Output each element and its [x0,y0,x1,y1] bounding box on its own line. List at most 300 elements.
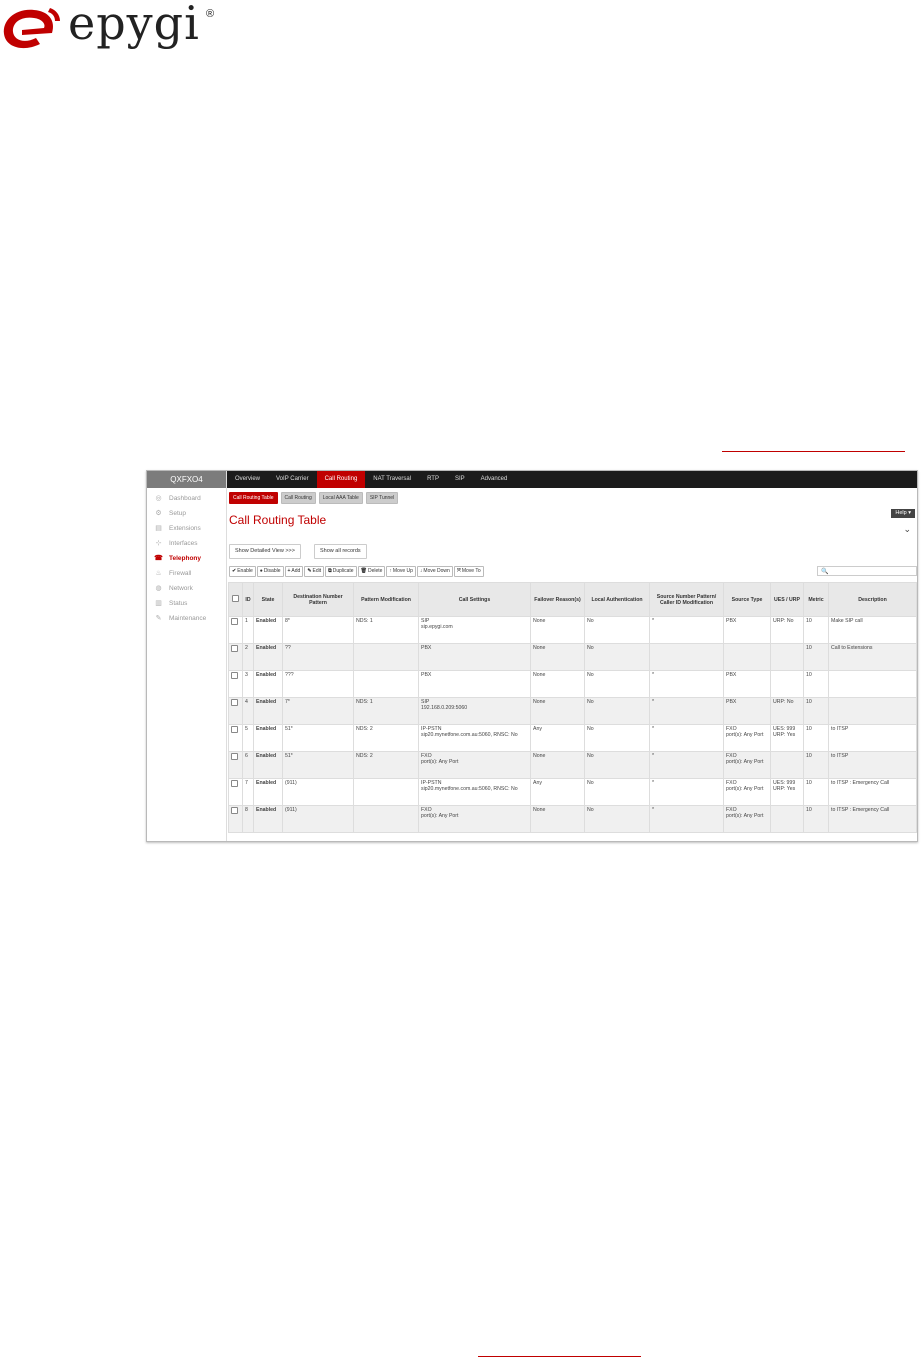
table-cell [650,671,724,698]
cell-ues1: URP: No [773,618,794,624]
cell-dest: ?? [285,645,291,651]
table-cell [724,806,771,833]
cell-metric: 10 [806,672,812,678]
wrench-icon: ✎ [155,615,162,622]
table-cell [650,644,724,671]
row-checkbox[interactable] [229,617,243,644]
cell-auth: No [587,726,594,732]
show-detailed-view-button[interactable]: Show Detailed View >>> [229,544,301,559]
cell-state: Enabled [256,780,277,786]
fire-icon: ♨ [155,570,162,577]
table-row[interactable] [229,752,917,779]
table-cell [724,779,771,806]
toolbar-label: Edit [312,568,322,574]
toolbar-icon: ✎ [307,568,312,574]
cell-state: Enabled [256,807,277,813]
table-cell [354,617,419,644]
subtab-call-routing-table[interactable]: Call Routing Table [229,492,278,504]
logo-wordmark: epygi [68,0,200,50]
table-cell [771,671,804,698]
table-cell [419,725,531,752]
table-cell [531,752,585,779]
cell-src: * [652,699,655,705]
move-down-button[interactable] [417,566,453,577]
cell-auth: No [587,780,594,786]
sidebar-item-status[interactable] [147,596,226,611]
sidebar-item-label: Interfaces [169,540,198,547]
column-header: State [254,583,283,617]
sidebar-item-network[interactable] [147,581,226,596]
cell-call2: port(s): Any Port [421,813,459,819]
row-checkbox[interactable] [229,779,243,806]
column-header: UES / URP [771,583,804,617]
select-all-checkbox[interactable] [229,583,243,617]
table-cell [531,725,585,752]
cell-type1: PBX [726,699,737,705]
table-cell [419,806,531,833]
table-cell [243,752,254,779]
table-cell [585,671,650,698]
table-cell [771,698,804,725]
cell-type1: FXO [726,807,737,813]
cell-id: 7 [245,780,248,786]
table-cell [829,752,917,779]
table-cell [531,671,585,698]
move-to-button[interactable] [454,566,484,577]
sidebar-item-label: Network [169,585,193,592]
column-header: Metric [804,583,829,617]
column-header: Failover Reason(s) [531,583,585,617]
cell-state: Enabled [256,699,277,705]
cell-type1: PBX [726,672,737,678]
table-row[interactable] [229,698,917,725]
toolbar-icon: ⧉ [328,568,332,574]
cell-dest: 8* [285,618,290,624]
table-cell [829,644,917,671]
cell-desc: to ITSP [831,726,849,732]
sidebar-item-telephony[interactable] [147,551,226,566]
table-cell [804,698,829,725]
cell-failover: None [533,699,546,705]
tab-sip[interactable]: SIP [454,476,465,482]
toolbar-icon: + [287,568,291,574]
cell-call1: FXO [421,753,432,759]
cell-type1: FXO [726,753,737,759]
table-cell [419,698,531,725]
table-cell [724,698,771,725]
cell-call1: IP-PSTN [421,780,442,786]
table-cell [419,752,531,779]
cell-mod: NDS: 2 [356,753,373,759]
sidebar-item-label: Status [169,600,188,607]
cell-type2: port(s): Any Port [726,759,764,765]
subtab-local-aaa-table[interactable]: Local AAA Table [319,492,363,504]
toolbar-label: Move Down [423,568,450,574]
row-checkbox[interactable] [229,752,243,779]
cell-id: 4 [245,699,248,705]
table-cell [243,779,254,806]
toolbar-label: Disable [263,568,281,574]
table-cell [243,671,254,698]
cell-src: * [652,726,655,732]
table-cell [531,644,585,671]
search-icon: 🔍 [821,569,829,575]
sidebar-item-interfaces[interactable] [147,536,226,551]
cell-auth: No [587,699,594,705]
cell-desc: Make SIP call [831,618,863,624]
table-cell [254,698,283,725]
table-cell [354,806,419,833]
tab-overview[interactable]: Overview [235,476,261,482]
cell-desc: Call to Extensions [831,645,873,651]
table-cell [354,698,419,725]
cell-mod: NDS: 2 [356,726,373,732]
table-row[interactable] [229,644,917,671]
toolbar-icon: ✔ [232,568,237,574]
tab-nat-traversal[interactable]: NAT Traversal [373,476,412,482]
cell-auth: No [587,807,594,813]
cell-call2: 192.168.0.209:5060 [421,705,468,711]
cell-id: 3 [245,672,248,678]
column-header: Destination Number Pattern [283,583,354,617]
globe-icon: ◍ [155,585,162,592]
table-cell [771,617,804,644]
row-checkbox[interactable] [229,806,243,833]
add-button[interactable] [285,566,304,577]
column-header: Description [829,583,917,617]
dashboard-icon: ◎ [155,495,162,502]
sidebar-item-dashboard[interactable] [147,491,226,506]
table-cell [283,671,354,698]
phone-icon: ☎ [154,555,163,562]
table-body [229,617,917,833]
table-cell [771,779,804,806]
toolbar-label: Move Up [392,568,413,574]
cell-id: 8 [245,807,248,813]
cell-state: Enabled [256,672,277,678]
cell-mod: NDS: 1 [356,699,373,705]
table-cell [650,752,724,779]
cell-failover: None [533,753,546,759]
table-cell [354,671,419,698]
enable-button[interactable] [229,566,256,577]
toolbar-label: Enable [237,568,253,574]
table-cell [243,644,254,671]
page-title: Call Routing Table [229,513,327,527]
cell-failover: None [533,618,546,624]
table-cell [283,644,354,671]
toolbar-icon: ↓ [419,568,423,574]
table-cell [419,644,531,671]
cell-src: * [652,780,655,786]
cell-metric: 10 [806,726,812,732]
cell-call1: IP-PSTN [421,726,442,732]
cell-dest: 51* [285,753,293,759]
interfaces-icon: ⊹ [155,540,162,547]
cell-desc: to ITSP : Emergency Call [831,807,890,813]
cell-call1: SIP [421,699,430,705]
chart-icon: ▥ [155,600,162,607]
action-toolbar [229,566,485,577]
link-underline [722,451,905,452]
sidebar-item-firewall[interactable] [147,566,226,581]
cell-metric: 10 [806,618,812,624]
table-row[interactable] [229,671,917,698]
table-cell [254,617,283,644]
table-cell [283,617,354,644]
sidebar-item-label: Telephony [169,555,202,562]
sidebar-header: QXFXO4 [147,471,226,488]
table-cell [771,806,804,833]
table-cell [283,752,354,779]
table-cell [283,725,354,752]
cell-failover: Any [533,726,542,732]
table-cell [804,752,829,779]
row-checkbox[interactable] [229,725,243,752]
table-cell [829,617,917,644]
cell-ues1: URP: No [773,699,794,705]
table-row[interactable] [229,806,917,833]
table-cell [650,806,724,833]
help-button[interactable]: Help ▾ [891,509,915,518]
call-routing-table [228,582,917,833]
table-cell [283,698,354,725]
cell-dest: 51* [285,726,293,732]
table-cell [243,725,254,752]
cell-metric: 10 [806,753,812,759]
search-input[interactable] [817,566,917,576]
toolbar-label: Delete [367,568,383,574]
table-cell [804,725,829,752]
table-cell [283,779,354,806]
tab-call-routing[interactable]: Call Routing [317,471,366,488]
cell-metric: 10 [806,780,812,786]
cell-dest: 7* [285,699,290,705]
cell-type2: port(s): Any Port [726,732,764,738]
column-header: Local Authentication [585,583,650,617]
row-checkbox[interactable] [229,644,243,671]
cell-id: 1 [245,618,248,624]
cell-type2: port(s): Any Port [726,786,764,792]
sidebar-item-label: Firewall [169,570,192,577]
cell-src: * [652,807,655,813]
cell-src: * [652,672,655,678]
table-cell [354,644,419,671]
toolbar-icon: ● [259,568,263,574]
cell-id: 5 [245,726,248,732]
cell-auth: No [587,618,594,624]
edit-button[interactable] [304,566,324,577]
table-cell [243,698,254,725]
table-cell [804,779,829,806]
toolbar-icon: ⤧ [456,568,461,574]
row-checkbox[interactable] [229,671,243,698]
sidebar-item-extensions[interactable] [147,521,226,536]
screenshot-frame [146,470,918,842]
disable-button[interactable] [257,566,284,577]
cell-dest: (911) [285,807,297,813]
cell-id: 2 [245,645,248,651]
subtab-call-routing[interactable]: Call Routing [281,492,316,504]
table-cell [724,644,771,671]
cell-call1: PBX [421,645,432,651]
sidebar-item-setup[interactable] [147,506,226,521]
table-row[interactable] [229,725,917,752]
column-header: ID [243,583,254,617]
table-cell [243,806,254,833]
table-cell [243,617,254,644]
table-cell [254,806,283,833]
cell-dest: (911) [285,780,297,786]
table-cell [771,752,804,779]
table-cell [419,617,531,644]
table-cell [585,644,650,671]
cell-call1: PBX [421,672,432,678]
table-cell [724,752,771,779]
cell-call2: port(s): Any Port [421,759,459,765]
table-cell [829,806,917,833]
table-row[interactable] [229,617,917,644]
epygi-swirl-icon [0,2,64,54]
table-cell [650,779,724,806]
toolbar-icon: ↑ [389,568,392,574]
cell-call1: SIP [421,618,430,624]
cell-type2: port(s): Any Port [726,813,764,819]
cell-state: Enabled [256,726,277,732]
cell-metric: 10 [806,645,812,651]
main-panel [227,471,917,841]
extensions-icon: ▤ [155,525,162,532]
sidebar [147,471,227,841]
table-cell [829,725,917,752]
link-underline [478,1356,641,1357]
cell-call1: FXO [421,807,432,813]
cell-auth: No [587,672,594,678]
table-row[interactable] [229,779,917,806]
table-cell [531,806,585,833]
cell-state: Enabled [256,618,277,624]
table-cell [531,617,585,644]
sub-tabs [229,492,401,504]
chevron-down-icon[interactable]: ⌄ [903,524,911,534]
table-cell [829,698,917,725]
column-header: Source Number Pattern/ Caller ID Modification [650,583,724,617]
cell-type1: PBX [726,618,737,624]
table-cell [829,671,917,698]
table-cell [585,779,650,806]
table-cell [354,725,419,752]
toolbar-icon: 🗑 [360,568,367,574]
move-up-button[interactable] [386,566,416,577]
table-cell [354,752,419,779]
tab-voip-carrier[interactable]: VoIP Carrier [276,476,309,482]
table-cell [531,779,585,806]
table-cell [724,671,771,698]
cell-metric: 10 [806,699,812,705]
show-all-records-button[interactable]: Show all records [314,544,367,559]
cell-mod: NDS: 1 [356,618,373,624]
column-header: Pattern Modification [354,583,419,617]
cell-id: 6 [245,753,248,759]
table-cell [804,671,829,698]
cell-src: * [652,753,655,759]
cell-type1: FXO [726,780,737,786]
table-cell [419,671,531,698]
registered-mark: ® [206,8,215,20]
table-cell [804,644,829,671]
tab-advanced[interactable]: Advanced [480,476,508,482]
cell-ues2: URP: Yes [773,786,796,792]
cell-call2: sip20.mynetfone.com.au:5060, RNSC: No [421,732,518,738]
cell-metric: 10 [806,807,812,813]
table-cell [771,644,804,671]
tab-rtp[interactable]: RTP [427,476,439,482]
cell-state: Enabled [256,645,277,651]
table-cell [650,725,724,752]
table-cell [254,779,283,806]
table-cell [724,617,771,644]
table-cell [283,806,354,833]
cell-ues2: URP: Yes [773,732,796,738]
cell-call2: sip.epygi.com [421,624,453,630]
table-cell [585,806,650,833]
table-cell [585,698,650,725]
toolbar-label: Move To [461,568,481,574]
table-cell [585,752,650,779]
column-header: Source Type [724,583,771,617]
cell-auth: No [587,753,594,759]
cell-auth: No [587,645,594,651]
row-checkbox[interactable] [229,698,243,725]
cell-failover: Any [533,780,542,786]
sidebar-item-maintenance[interactable] [147,611,226,626]
sidebar-list [147,488,226,626]
sidebar-item-label: Setup [169,510,186,517]
top-navigation [227,471,917,488]
cell-dest: ??? [285,672,294,678]
table-cell [650,617,724,644]
table-cell [724,725,771,752]
sidebar-item-label: Extensions [169,525,201,532]
duplicate-button[interactable] [325,566,356,577]
cell-type1: FXO [726,726,737,732]
cell-failover: None [533,645,546,651]
cell-src: * [652,618,655,624]
table-cell [419,779,531,806]
table-header-row [229,583,917,617]
table-cell [254,752,283,779]
cell-desc: to ITSP [831,753,849,759]
cell-failover: None [533,672,546,678]
epygi-logo [0,2,230,52]
table-cell [254,725,283,752]
cell-ues1: UES: 999 [773,780,796,786]
delete-button[interactable] [358,566,386,577]
table-cell [585,725,650,752]
subtab-sip-tunnel[interactable]: SIP Tunnel [366,492,398,504]
table-cell [829,779,917,806]
gear-icon: ⚙ [155,510,162,517]
table-cell [804,806,829,833]
cell-ues1: UES: 999 [773,726,796,732]
table-cell [254,671,283,698]
sidebar-item-label: Dashboard [169,495,201,502]
table-cell [531,698,585,725]
table-cell [254,644,283,671]
table-cell [650,698,724,725]
help-label: Help [895,510,907,516]
cell-state: Enabled [256,753,277,759]
